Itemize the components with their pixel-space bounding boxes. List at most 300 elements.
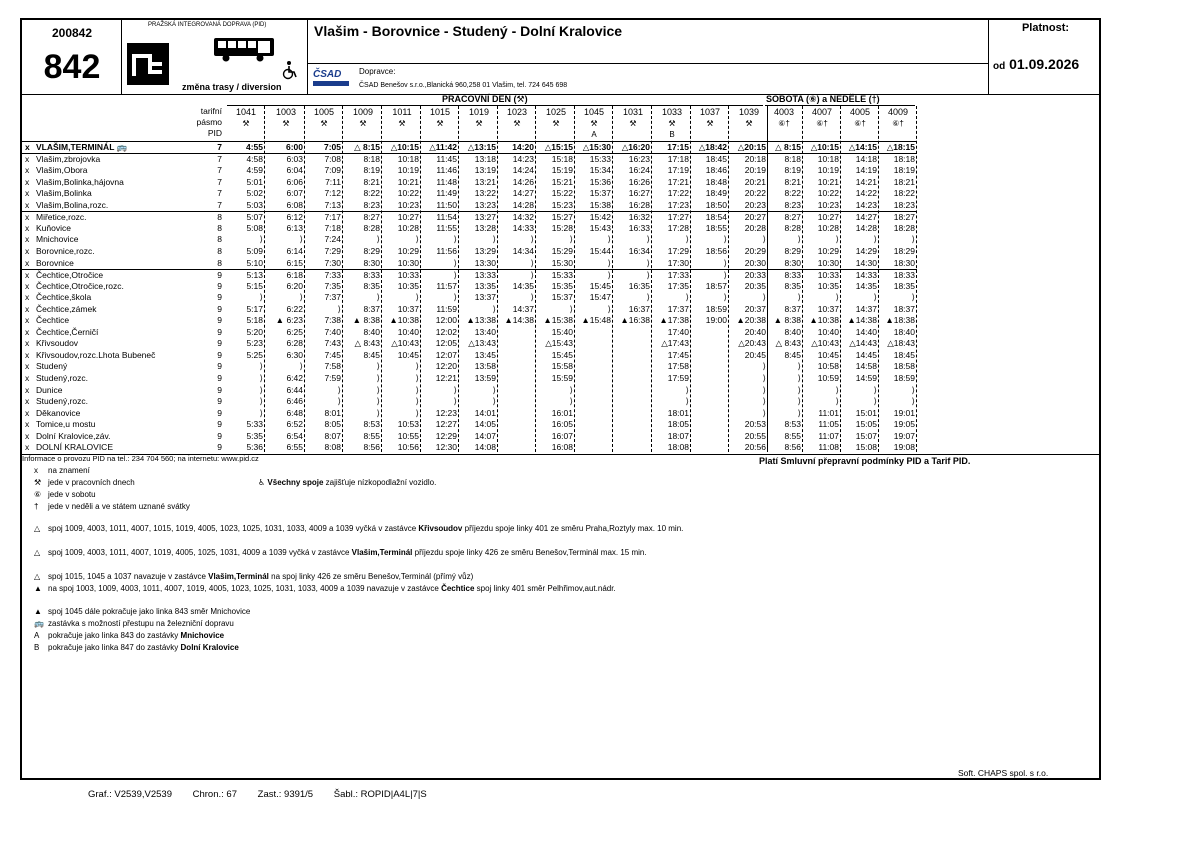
departure-time: 10:22 <box>397 188 419 199</box>
departure-time: ⟩ <box>337 396 341 407</box>
departure-time: 20:30 <box>744 257 766 268</box>
csad-logo <box>313 70 349 88</box>
on-request-mark: x <box>25 384 30 395</box>
departure-time: 8:35 <box>363 280 380 291</box>
on-request-mark: x <box>25 165 30 176</box>
departure-time: 5:35 <box>246 430 263 441</box>
departure-time: ⟩ <box>492 384 496 395</box>
departure-time: ⟩ <box>797 396 801 407</box>
departure-time: ⟩ <box>569 396 573 407</box>
departure-time: 14:20 <box>512 142 534 152</box>
departure-time: △14:43 <box>849 338 877 349</box>
departure-time: 7:09 <box>324 165 341 176</box>
departure-time: △10:15 <box>810 142 839 152</box>
departure-time: ⟩ <box>492 396 496 407</box>
departure-time: 8:21 <box>784 176 801 187</box>
departure-time: ⟩ <box>376 396 380 407</box>
column-divider <box>342 106 343 452</box>
departure-time: 15:01 <box>855 407 877 418</box>
departure-time: 14:40 <box>855 326 877 337</box>
departure-time: 15:05 <box>855 419 877 430</box>
validity-prefix: od <box>993 61 1006 72</box>
column-divider <box>535 106 536 452</box>
departure-time: 16:27 <box>628 188 650 199</box>
departure-time: 18:30 <box>893 257 915 268</box>
departure-time: ▲ 6:23 <box>275 315 303 326</box>
departure-time: 18:08 <box>667 442 689 453</box>
departure-time: △ 8:43 <box>775 338 801 349</box>
trip-day-symbol: ⑥† <box>816 119 828 128</box>
note-item <box>34 607 714 617</box>
departure-time: 15:28 <box>551 222 573 233</box>
departure-time: 18:37 <box>893 303 915 314</box>
trip-number: 1023 <box>506 107 528 117</box>
departure-time: ⟩ <box>646 292 650 303</box>
note-text: spoj 1009, 4003, 1011, 4007, 1019, 4005, 1025, 1031, 4009 a 1039 vyčká v zastávce <box>48 548 352 557</box>
departure-time: 18:59 <box>893 373 915 383</box>
departure-time: 14:35 <box>855 280 877 291</box>
departure-time: 8:22 <box>784 188 801 199</box>
departure-time: 20:21 <box>744 176 766 187</box>
departure-time: 10:30 <box>817 257 839 268</box>
departure-time: 14:33 <box>855 270 877 281</box>
tariff-zone: 8 <box>217 212 222 223</box>
note-item <box>34 548 714 558</box>
trip-note: B <box>669 130 675 139</box>
departure-time: △18:42 <box>698 142 727 152</box>
operator-label: Dopravce: <box>359 67 396 76</box>
departure-time: 10:35 <box>397 280 419 291</box>
on-request-mark: x <box>25 442 30 453</box>
stop-name: Tomice,u mostu <box>36 419 96 430</box>
departure-time: ⟩ <box>259 234 263 245</box>
departure-time: 4:58 <box>246 153 263 164</box>
departure-time: 18:45 <box>893 349 915 360</box>
departure-time: ⟩ <box>762 292 766 303</box>
note-symbol: B <box>34 643 40 652</box>
departure-time: 14:19 <box>855 165 877 176</box>
departure-time: 18:22 <box>893 188 915 199</box>
departure-time: 7:29 <box>324 245 341 256</box>
departure-time: 15:42 <box>589 212 611 223</box>
departure-time: ⟩ <box>259 361 263 372</box>
trip-number: 1009 <box>352 107 374 117</box>
departure-time: 20:18 <box>744 153 766 164</box>
departure-time: 5:07 <box>246 212 263 223</box>
trip-number: 1015 <box>429 107 451 117</box>
on-request-mark: x <box>25 361 30 372</box>
departure-time: 8:55 <box>784 430 801 441</box>
departure-time: 8:56 <box>784 442 801 453</box>
departure-time: 15:44 <box>589 245 611 256</box>
stop-row <box>22 211 917 223</box>
departure-time: △13:15 <box>467 142 496 152</box>
departure-time: 13:21 <box>474 176 496 187</box>
zone-header-line2: pásmo <box>196 117 222 127</box>
departure-time: 10:21 <box>397 176 419 187</box>
departure-time: 18:18 <box>893 153 915 164</box>
stop-name: Čechtice,Otročice,rozc. <box>36 280 124 291</box>
trip-day-symbol: ⚒ <box>242 119 250 128</box>
note-symbol: △ <box>34 548 41 557</box>
departure-time: 20:37 <box>744 303 766 314</box>
note-text: spoj 1009, 4003, 1011, 4007, 1015, 1019, 4005, 1023, 1025, 1031, 1033, 4009 a 1039 vyčká v zastávce <box>48 524 419 533</box>
departure-time: 7:18 <box>324 222 341 233</box>
departure-time: ⟩ <box>492 303 496 314</box>
departure-time: ⟩ <box>453 257 457 268</box>
stop-row <box>22 327 917 339</box>
departure-time: ⟩ <box>530 257 534 268</box>
departure-time: ⟩ <box>415 373 419 383</box>
departure-time: ⟩ <box>797 292 801 303</box>
weekday-group-label: PRACOVNÍ DEN (⚒) <box>442 94 528 104</box>
departure-time: ⟩ <box>453 234 457 245</box>
departure-time: 7:05 <box>323 142 341 152</box>
departure-time: ⟩ <box>492 234 496 245</box>
tariff-zone: 7 <box>217 176 222 187</box>
departure-time: 17:23 <box>667 199 689 210</box>
departure-time: ⟩ <box>762 373 766 383</box>
departure-time: △15:15 <box>544 142 573 152</box>
on-request-mark: x <box>25 176 30 187</box>
legend-text: jede v neděli a ve státem uznané svátky <box>48 502 190 511</box>
departure-time: 6:54 <box>286 430 303 441</box>
departure-time: 8:30 <box>784 257 801 268</box>
tariff-zone: 9 <box>217 361 222 372</box>
trip-number: 1031 <box>622 107 644 117</box>
departure-time: 16:35 <box>628 280 650 291</box>
departure-time: 10:37 <box>397 303 419 314</box>
stop-name: Vlašim,Bolinka,hájovna <box>36 176 124 187</box>
departure-time: 17:22 <box>667 188 689 199</box>
trip-number: 1011 <box>392 107 412 117</box>
tariff-zone: 9 <box>217 430 222 441</box>
departure-time: 14:01 <box>474 407 496 418</box>
departure-time: ⟩ <box>376 234 380 245</box>
departure-time: 17:21 <box>667 176 689 187</box>
departure-time: 5:25 <box>246 349 263 360</box>
departure-time: 7:24 <box>324 234 341 245</box>
trip-day-symbol: ⚒ <box>398 119 406 128</box>
tariff-zone: 9 <box>217 419 222 430</box>
note-symbol: ▲ <box>34 607 42 616</box>
tariff-zone: 9 <box>217 315 222 326</box>
trip-number: 1025 <box>545 107 567 117</box>
departure-time: 10:27 <box>397 212 419 223</box>
departure-time: 8:01 <box>324 407 341 418</box>
departure-time: ⟩ <box>415 361 419 372</box>
departure-time: 18:35 <box>893 280 915 291</box>
departure-time: 19:00 <box>705 315 727 326</box>
column-divider <box>420 106 421 452</box>
footer <box>88 789 445 800</box>
trip-note: A <box>591 130 597 139</box>
stop-row <box>22 396 917 408</box>
departure-time: 20:56 <box>744 442 766 453</box>
departure-time: △10:43 <box>391 338 419 349</box>
departure-time: 13:27 <box>474 212 496 223</box>
departure-time: 8:40 <box>784 326 801 337</box>
legend-symbol: ⚒ <box>34 478 42 487</box>
departure-time: 5:17 <box>246 303 263 314</box>
stop-row <box>22 200 917 212</box>
departure-time: 7:45 <box>324 349 341 360</box>
departure-time: 19:01 <box>893 407 915 418</box>
departure-time: 15:18 <box>551 153 573 164</box>
stop-name: DOLNÍ KRALOVICE <box>36 442 113 453</box>
departure-time: 18:48 <box>705 176 727 187</box>
departure-time: 10:58 <box>817 361 839 372</box>
trip-number: 1005 <box>313 107 335 117</box>
legend-item <box>34 478 135 488</box>
on-request-mark: x <box>25 292 30 303</box>
departure-time: 15:22 <box>551 188 573 199</box>
departure-time: ⟩ <box>376 384 380 395</box>
trip-day-symbol: ⚒ <box>668 119 676 128</box>
csad-logo-text: ČSAD <box>313 69 342 80</box>
zone-header-line1: tarifní <box>200 106 222 116</box>
stop-name: Vlašim,Bolina,rozc. <box>36 199 109 210</box>
departure-time: ⟩ <box>911 234 915 245</box>
departure-time: 18:54 <box>705 212 727 223</box>
departure-time: 20:27 <box>744 212 766 223</box>
departure-time: 15:37 <box>589 188 611 199</box>
departure-time: 15:07 <box>855 430 877 441</box>
note-text-2: příjezdu spoje linky 401 ze směru Praha,Roztyly max. 10 min. <box>462 524 684 533</box>
departure-time: 17:45 <box>667 349 689 360</box>
stop-row <box>22 188 917 200</box>
departure-time: 12:05 <box>435 338 457 349</box>
trip-number: 4007 <box>811 107 833 117</box>
departure-time: 7:33 <box>324 270 341 281</box>
departure-time: 17:40 <box>667 326 689 337</box>
tariff-zone: 9 <box>217 292 222 303</box>
departure-time: 17:15 <box>667 142 689 152</box>
tariff-zone: 8 <box>217 245 222 256</box>
departure-time: ⟩ <box>723 234 727 245</box>
tariff-zone: 7 <box>217 165 222 176</box>
departure-time: 15:27 <box>551 212 573 223</box>
departure-time: 15:45 <box>589 280 611 291</box>
departure-time: 5:03 <box>246 199 263 210</box>
tariff-zone: 9 <box>217 270 222 281</box>
departure-time: ▲ 8:38 <box>352 315 380 326</box>
departure-time: 15:43 <box>589 222 611 233</box>
stop-row <box>22 373 917 385</box>
legend-item <box>34 490 96 500</box>
zone-header <box>192 106 222 139</box>
departure-time: 7:12 <box>324 188 341 199</box>
departure-time: 11:49 <box>436 188 457 199</box>
departure-time: 6:52 <box>286 419 303 430</box>
column-divider <box>264 106 265 452</box>
departure-time: 19:08 <box>893 442 915 453</box>
on-request-mark: x <box>25 222 30 233</box>
departure-time: 12:23 <box>435 407 457 418</box>
stop-row <box>22 223 917 235</box>
timetable-frame <box>20 18 1101 780</box>
stop-row <box>22 431 917 443</box>
tariff-zone: 7 <box>217 153 222 164</box>
departure-time: 11:55 <box>436 222 457 233</box>
departure-time: 8:19 <box>784 165 801 176</box>
departure-time: 18:40 <box>893 326 915 337</box>
departure-time: 5:15 <box>246 280 263 291</box>
departure-time: 6:55 <box>286 442 303 453</box>
departure-time: ⟩ <box>835 396 839 407</box>
departure-time: 20:19 <box>744 165 766 176</box>
on-request-mark: x <box>25 396 30 407</box>
stop-name: Čechtice,zámek <box>36 303 97 314</box>
stop-name: VLAŠIM,TERMINÁL 🚌 <box>36 142 128 152</box>
departure-time: 17:27 <box>667 212 689 223</box>
departure-time: ⟩ <box>607 303 611 314</box>
lowfloor-bold: Všechny spoje <box>267 478 324 487</box>
trip-day-symbol: ⑥† <box>854 119 866 128</box>
departure-time: 10:35 <box>817 280 839 291</box>
departure-time: 13:33 <box>474 270 496 281</box>
note-text: pokračuje jako linka 847 do zastávky <box>48 643 181 652</box>
trip-number: 1045 <box>583 107 605 117</box>
departure-time: ⟩ <box>685 384 689 395</box>
departure-time: 18:55 <box>705 222 727 233</box>
column-divider <box>878 106 879 452</box>
departure-time: 10:22 <box>817 188 839 199</box>
departure-time: 5:33 <box>246 419 263 430</box>
stop-row <box>22 315 917 327</box>
on-request-mark: x <box>25 430 30 441</box>
departure-time: 15:29 <box>551 245 573 256</box>
on-request-mark: x <box>25 326 30 337</box>
departure-time: 6:00 <box>285 142 303 152</box>
departure-time: 14:29 <box>855 245 877 256</box>
zone-header-line3: PID <box>207 128 222 138</box>
stop-row <box>22 154 917 166</box>
departure-time: 7:08 <box>324 153 341 164</box>
departure-time: 10:30 <box>397 257 419 268</box>
departure-time: 15:08 <box>855 442 877 453</box>
stop-name: Vlašim,zbrojovka <box>36 153 101 164</box>
departure-time: 15:38 <box>589 199 611 210</box>
departure-time: 18:27 <box>893 212 915 223</box>
departure-time: 14:05 <box>474 419 496 430</box>
departure-time: 16:32 <box>628 212 650 223</box>
note-bold: Křivsoudov <box>418 524 463 533</box>
departure-time: ▲15:48 <box>581 315 611 326</box>
stop-name: Čechtice,Černičí <box>36 326 99 337</box>
departure-time: 18:46 <box>705 165 727 176</box>
trip-number: 1033 <box>661 107 683 117</box>
departure-time: 10:29 <box>817 245 839 256</box>
departure-time: 7:17 <box>324 212 341 223</box>
departure-time: 6:12 <box>286 212 303 223</box>
stop-row <box>22 246 917 258</box>
departure-time: 11:57 <box>436 280 457 291</box>
note-symbol: 🚌 <box>34 619 44 628</box>
departure-time: 8:27 <box>363 212 380 223</box>
stop-row <box>22 385 917 397</box>
departure-time: 7:11 <box>325 176 341 187</box>
departure-time: 13:18 <box>474 153 496 164</box>
legend-text: jede v pracovních dnech <box>48 478 135 487</box>
departure-time: 8:23 <box>363 199 380 210</box>
info-line: Informace o provozu PID na tel.: 234 704 560; na internetu: www.pid.cz <box>22 454 259 463</box>
departure-time: 5:36 <box>246 442 263 453</box>
departure-time: 13:45 <box>474 349 496 360</box>
departure-time: 14:30 <box>855 257 877 268</box>
departure-time: 17:35 <box>667 280 689 291</box>
departure-time: ▲14:38 <box>504 315 534 326</box>
departure-time: ⟩ <box>415 384 419 395</box>
departure-time: 4:55 <box>245 142 263 152</box>
departure-time: 10:55 <box>397 430 419 441</box>
departure-time: 8:07 <box>324 430 341 441</box>
departure-time: ⟩ <box>259 292 263 303</box>
departure-time: 14:27 <box>512 188 534 199</box>
departure-time: 12:29 <box>435 430 457 441</box>
stop-row <box>22 442 917 454</box>
departure-time: 6:03 <box>286 153 303 164</box>
departure-time: 17:33 <box>667 270 689 281</box>
note-bold: Dolní Kralovice <box>180 643 239 652</box>
departure-time: ⟩ <box>607 234 611 245</box>
footer-chron: Chron.: 67 <box>192 789 237 800</box>
departure-time: ⟩ <box>835 292 839 303</box>
departure-time: △18:15 <box>886 142 915 152</box>
header-separator <box>22 94 1101 95</box>
tariff-zone: 8 <box>217 222 222 233</box>
departure-time: 6:22 <box>286 303 303 314</box>
departure-time: 8:27 <box>784 212 801 223</box>
diversion-label: změna trasy / diversion <box>182 82 282 92</box>
departure-time: ⟩ <box>873 292 877 303</box>
departure-time: 6:44 <box>286 384 303 395</box>
departure-time: 18:56 <box>705 245 727 256</box>
stop-row <box>22 142 917 154</box>
trip-number: 4005 <box>849 107 871 117</box>
column-divider <box>458 106 459 452</box>
departure-time: 10:45 <box>397 349 419 360</box>
note-item <box>34 524 714 534</box>
departure-time: 13:37 <box>474 292 496 303</box>
departure-time: 4:59 <box>246 165 263 176</box>
trip-day-symbol: ⚒ <box>436 119 444 128</box>
stop-row <box>22 234 917 246</box>
on-request-mark: x <box>25 338 30 349</box>
departure-time: ⟩ <box>607 257 611 268</box>
stop-name: Miřetice,rozc. <box>36 212 87 223</box>
departure-time: ⟩ <box>911 292 915 303</box>
column-divider <box>767 106 768 452</box>
departure-time: ⟩ <box>337 303 341 314</box>
software-credit: Soft. CHAPS spol. s r.o. <box>958 768 1049 778</box>
departure-time: 12:07 <box>435 349 457 360</box>
line-code-small: 200842 <box>51 26 93 40</box>
departure-time: ⟩ <box>569 384 573 395</box>
departure-time: 20:29 <box>744 245 766 256</box>
departure-time: 11:45 <box>436 153 457 164</box>
departure-time: 17:19 <box>667 165 689 176</box>
departure-time: 8:40 <box>363 326 380 337</box>
departure-time: 8:08 <box>324 442 341 453</box>
departure-time: 15:37 <box>551 292 573 303</box>
departure-time: 14:37 <box>512 303 534 314</box>
departure-time: ▲16:38 <box>620 315 650 326</box>
departure-time: 5:01 <box>246 176 263 187</box>
on-request-mark: x <box>25 303 30 314</box>
weekend-group-label: SOBOTA (⑥) a NEDĚLE (†) <box>766 94 880 104</box>
trip-day-symbol: ⚒ <box>552 119 560 128</box>
